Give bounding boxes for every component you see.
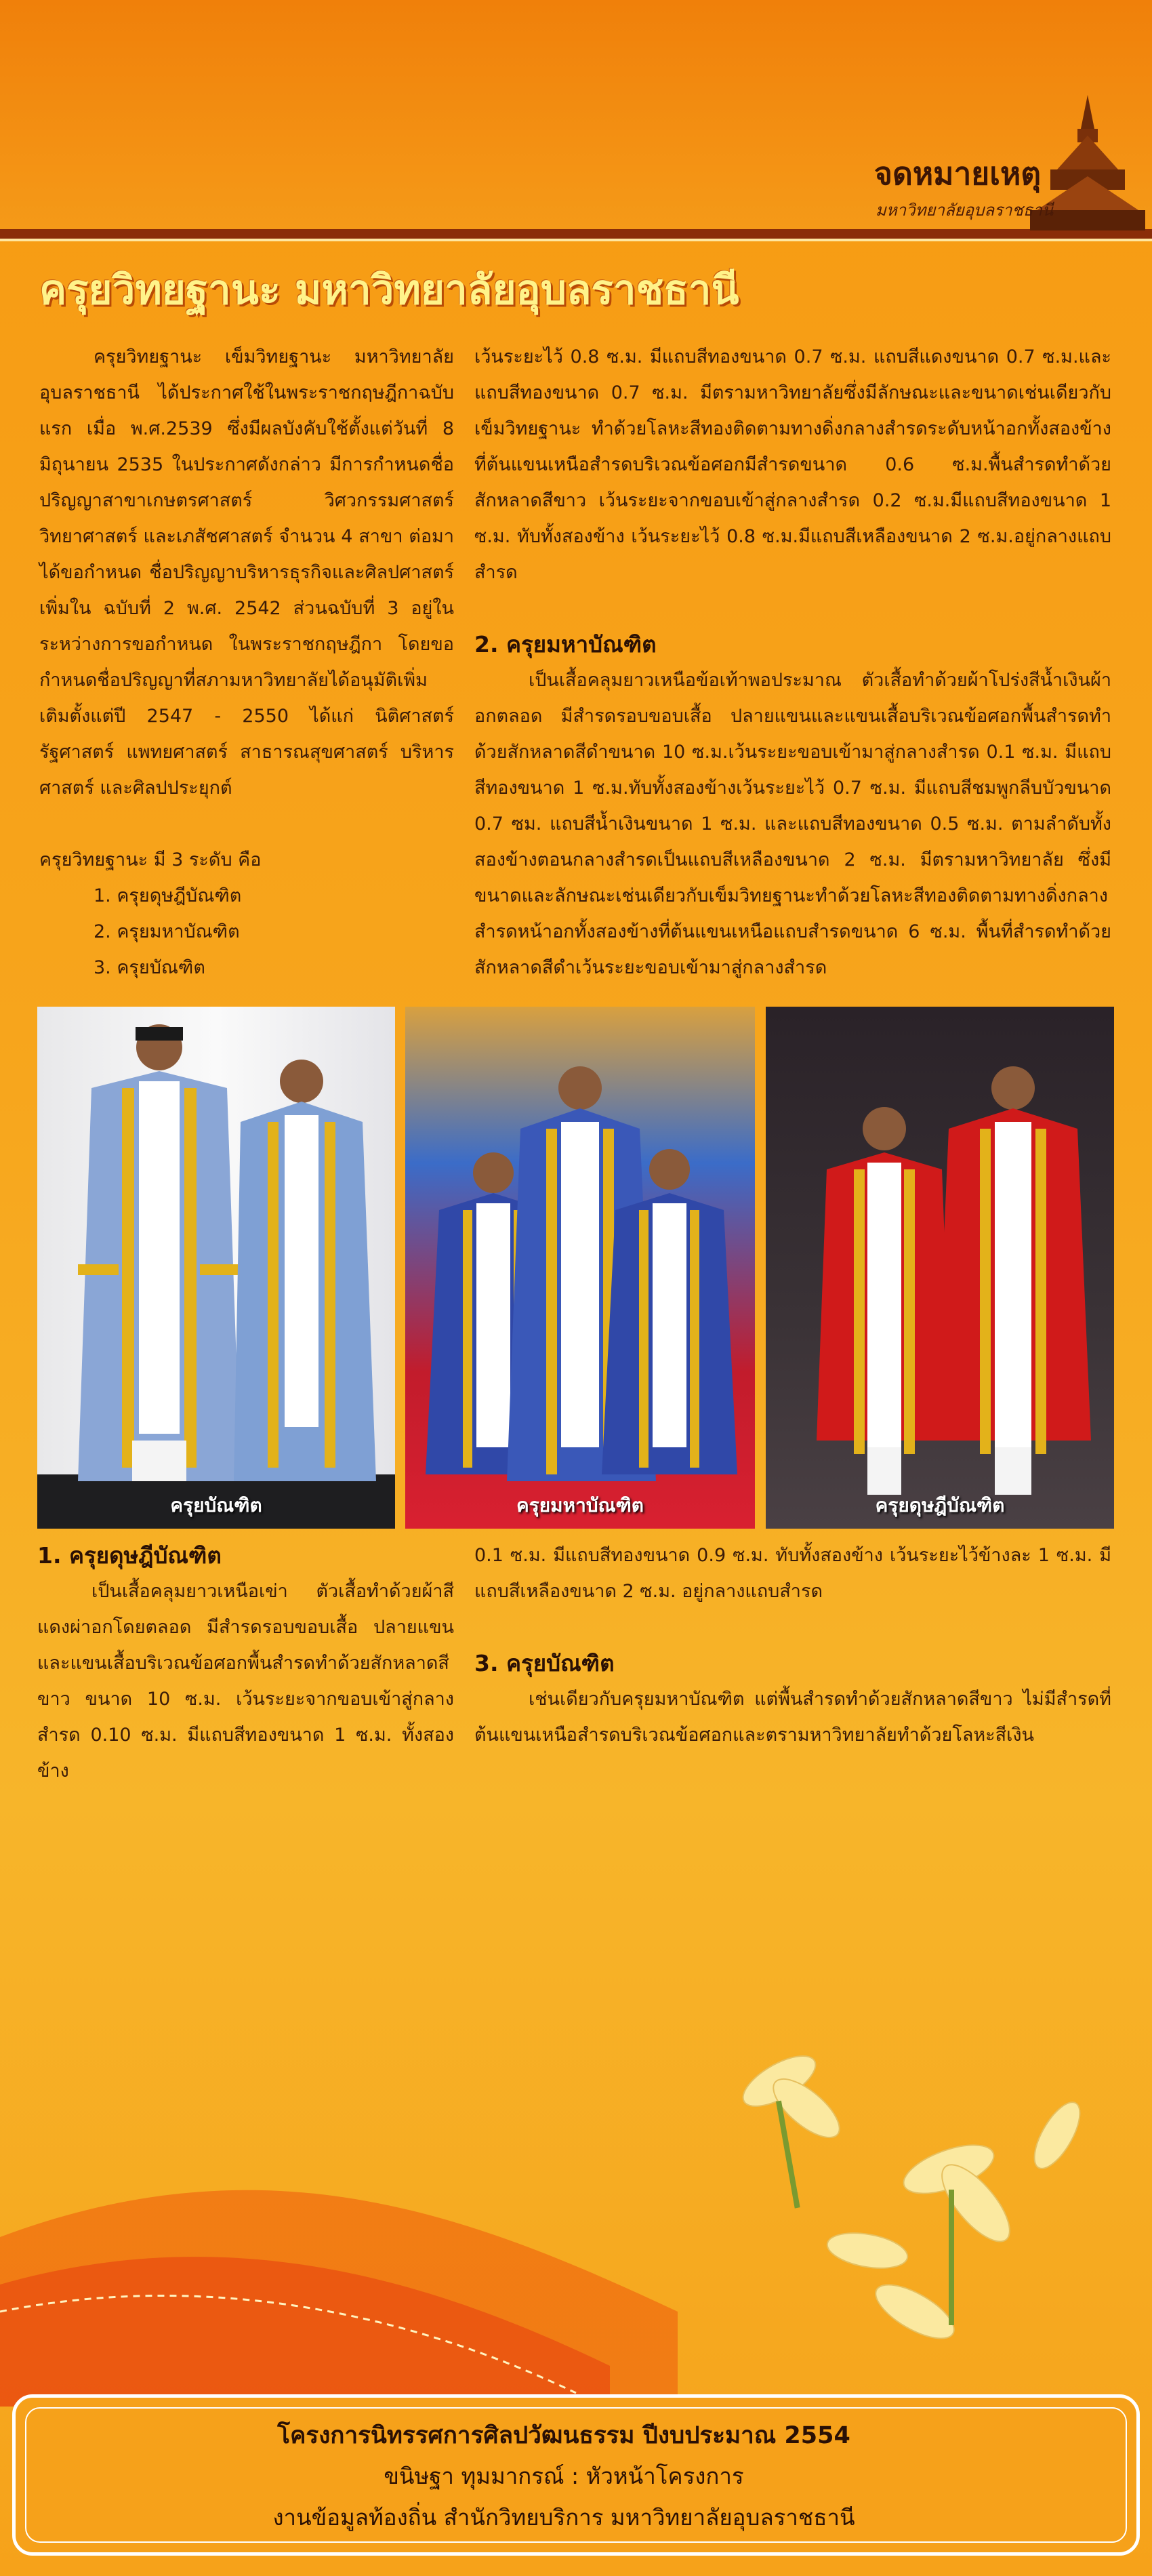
doctoral-heading: 1. ครุยดุษฎีบัณฑิต [37,1542,222,1569]
photo-masters [405,1007,755,1529]
photo-caption: ครุยดุษฎีบัณฑิต [875,1494,1005,1516]
footer-org-line: งานข้อมูลท้องถิ่น สำนักวิทยบริการ มหาวิทยาลัยอุบลราชธานี [272,2504,855,2531]
archive-logo-title: จดหมายเหตุ [874,155,1042,192]
right-top-column [474,339,1111,986]
bottom-right-column [474,1537,1111,1753]
level-item: 1. ครุยดุษฎีบัณฑิต [94,885,242,906]
photo-bachelor [37,1007,395,1529]
intro-paragraph: ครุยวิทยฐานะ เข็มวิทยฐานะ มหาวิทยาลัยอุบลราชธานี ได้ประกาศใช้ในพระราชกฤษฎีกาฉบับแรก เมื่อ พ.ศ.2539 ซึ่งมีผลบังคับใช้ตั้งแต่วันที่ 8 มิถุนายน 2535 ในประกาศดังกล่าว มีการกำหนดชื่อปริญญาสาขาเกษตรศาสตร์ วิศวกรรมศาสตร์ วิทยาศาสตร์ และเภสัชศาสตร์ จำนวน 4 สาขา ต่อมาได้ขอกำหนด ชื่อปริญญาบริหารธุรกิจและศิลปศาสตร์เพิ่มใน ฉบับที่ 2 พ.ศ. 2542 ส่วนฉบับที่ 3 อยู่ในระหว่างการขอกำหนด ในพระราชกฤษฎีกา โดยขอกำหนดชื่อปริญญาที่สภามหาวิทยาลัยได้อนุมัติเพิ่มเติมตั้งแต่ปี 2547 - 2550 ได้แก่ นิติศาสตร์ รัฐศาสตร์ แพทยศาสตร์ สาธารณสุขศาสตร์ บริหารศาสตร์ และศิลปประยุกต์ [39,346,454,799]
level-item: 3. ครุยบัณฑิต [94,957,205,978]
archive-logo-subtitle: มหาวิทยาลัยอุบลราชธานี [876,201,1054,220]
flower-decoration [0,1932,1152,2407]
header-rule-light [0,239,1152,241]
doctoral-text: เป็นเสื้อคลุมยาวเหนือเข่า ตัวเสื้อทำด้วยผ้าสีแดงผ่าอกโดยตลอด มีสำรดรอบขอบเสื้อ ปลายแขนและแขนเสื้อบริเวณข้อศอกพื้นสำรดทำด้วยสักหลาดสีขาว ขนาด 10 ซ.ม. เว้นระยะจากขอบเข้าสู่กลางสำรด 0.10 ซ.ม. มีแถบสีทองขนาด 1 ซ.ม. ทั้งสองข้าง [37,1581,454,1782]
intro-column [39,339,454,986]
doctoral-continuation: เว้นระยะไว้ 0.8 ซ.ม. มีแถบสีทองขนาด 0.7 ซ.ม. แถบสีแดงขนาด 0.7 ซ.ม.และแถบสีทองขนาด 0.7 ซ.ม. มีตรามหาวิทยาลัยซึ่งมีลักษณะและขนาดเช่นเดียวกับเข็มวิทยฐานะ ทำด้วยโลหะสีทองติดตามทางดิ่งกลางสำรดระดับหน้าอกทั้งสองข้างที่ต้นแขนเหนือสำรดบริเวณข้อศอกมีสำรดขนาด 0.6 ซ.ม.พื้นสำรดทำด้วยสักหลาดสีขาว เว้นระยะจากขอบเข้าสู่กลางสำรด 0.2 ซ.ม.มีแถบสีทองขนาด 1 ซ.ม. ทับทั้งสองข้าง เว้นระยะไว้ 0.8 ซ.ม.มีแถบสีเหลืองขนาด 2 ซ.ม.อยู่กลางแถบสำรด [474,346,1111,583]
level-item: 2. ครุยมหาบัณฑิต [94,921,240,942]
bachelor-text: เช่นเดียวกับครุยมหาบัณฑิต แต่พื้นสำรดทำด้วยสักหลาดสีขาว ไม่มีสำรดที่ต้นแขนเหนือสำรดบริเวณข้อศอกและตรามหาวิทยาลัยทำด้วยโลหะสีเงิน [474,1689,1111,1746]
photo-doctoral [766,1007,1114,1529]
bottom-left-column [37,1537,454,1789]
bachelor-heading: 3. ครุยบัณฑิต [474,1650,615,1676]
footer-lead-line: ขนิษฐา ทุมมากรณ์ : หัวหน้าโครงการ [384,2463,744,2489]
footer-project-line: โครงการนิทรรศการศิลปวัฒนธรรม ปีงบประมาณ 2554 [277,2422,850,2449]
levels-list [39,878,454,986]
masters-text: เป็นเสื้อคลุมยาวเหนือข้อเท้าพอประมาณ ตัวเสื้อทำด้วยผ้าโปร่งสีน้ำเงินผ้าอกตลอด มีสำรดรอบขอบเสื้อ ปลายแขนและแขนเสื้อบริเวณข้อศอกพื้นสำรดทำด้วยสักหลาดสีดำขนาด 10 ซ.ม.เว้นระยะขอบเข้ามาสู่กลางสำรด 0.1 ซ.ม. มีแถบสีทองขนาด 1 ซ.ม.ทับทั้งสองข้างเว้นระยะไว้ 0.7 ซ.ม. มีแถบสีชมพูกลีบบัวขนาด 0.7 ซม. แถบสีน้ำเงินขนาด 1 ซ.ม. และแถบสีทองขนาด 0.5 ซ.ม. ตามลำดับทั้งสองข้างตอนกลางสำรดเป็นแถบสีเหลืองขนาด 2 ซ.ม. มีตรามหาวิทยาลัย ซึ่งมีขนาดและลักษณะเช่นเดียวกับเข็มวิทยฐานะทำด้วยโลหะสีทองติดตามทางดิ่งกลางสำรดหน้าอกทั้งสองข้างที่ต้นแขนเหนือแถบสำรดขนาด 6 ซ.ม. พื้นที่สำรดทำด้วยสักหลาดสีดำเว้นระยะขอบเข้ามาสู่กลางสำรด [474,670,1111,978]
photo-caption: ครุยบัณฑิต [170,1494,262,1516]
masters-heading: 2. ครุยมหาบัณฑิต [474,631,657,658]
page-title: ครุยวิทยฐานะ มหาวิทยาลัยอุบลราชธานี [39,266,739,314]
photo-caption: ครุยมหาบัณฑิต [516,1494,644,1516]
levels-heading: ครุยวิทยฐานะ มี 3 ระดับ คือ [39,849,262,870]
masters-continuation: 0.1 ซ.ม. มีแถบสีทองขนาด 0.9 ซ.ม. ทับทั้งสองข้าง เว้นระยะไว้ข้างละ 1 ซ.ม. มีแถบสีเหลืองขนาด 2 ซ.ม. อยู่กลางแถบสำรด [474,1545,1111,1602]
header-rule [0,229,1152,239]
